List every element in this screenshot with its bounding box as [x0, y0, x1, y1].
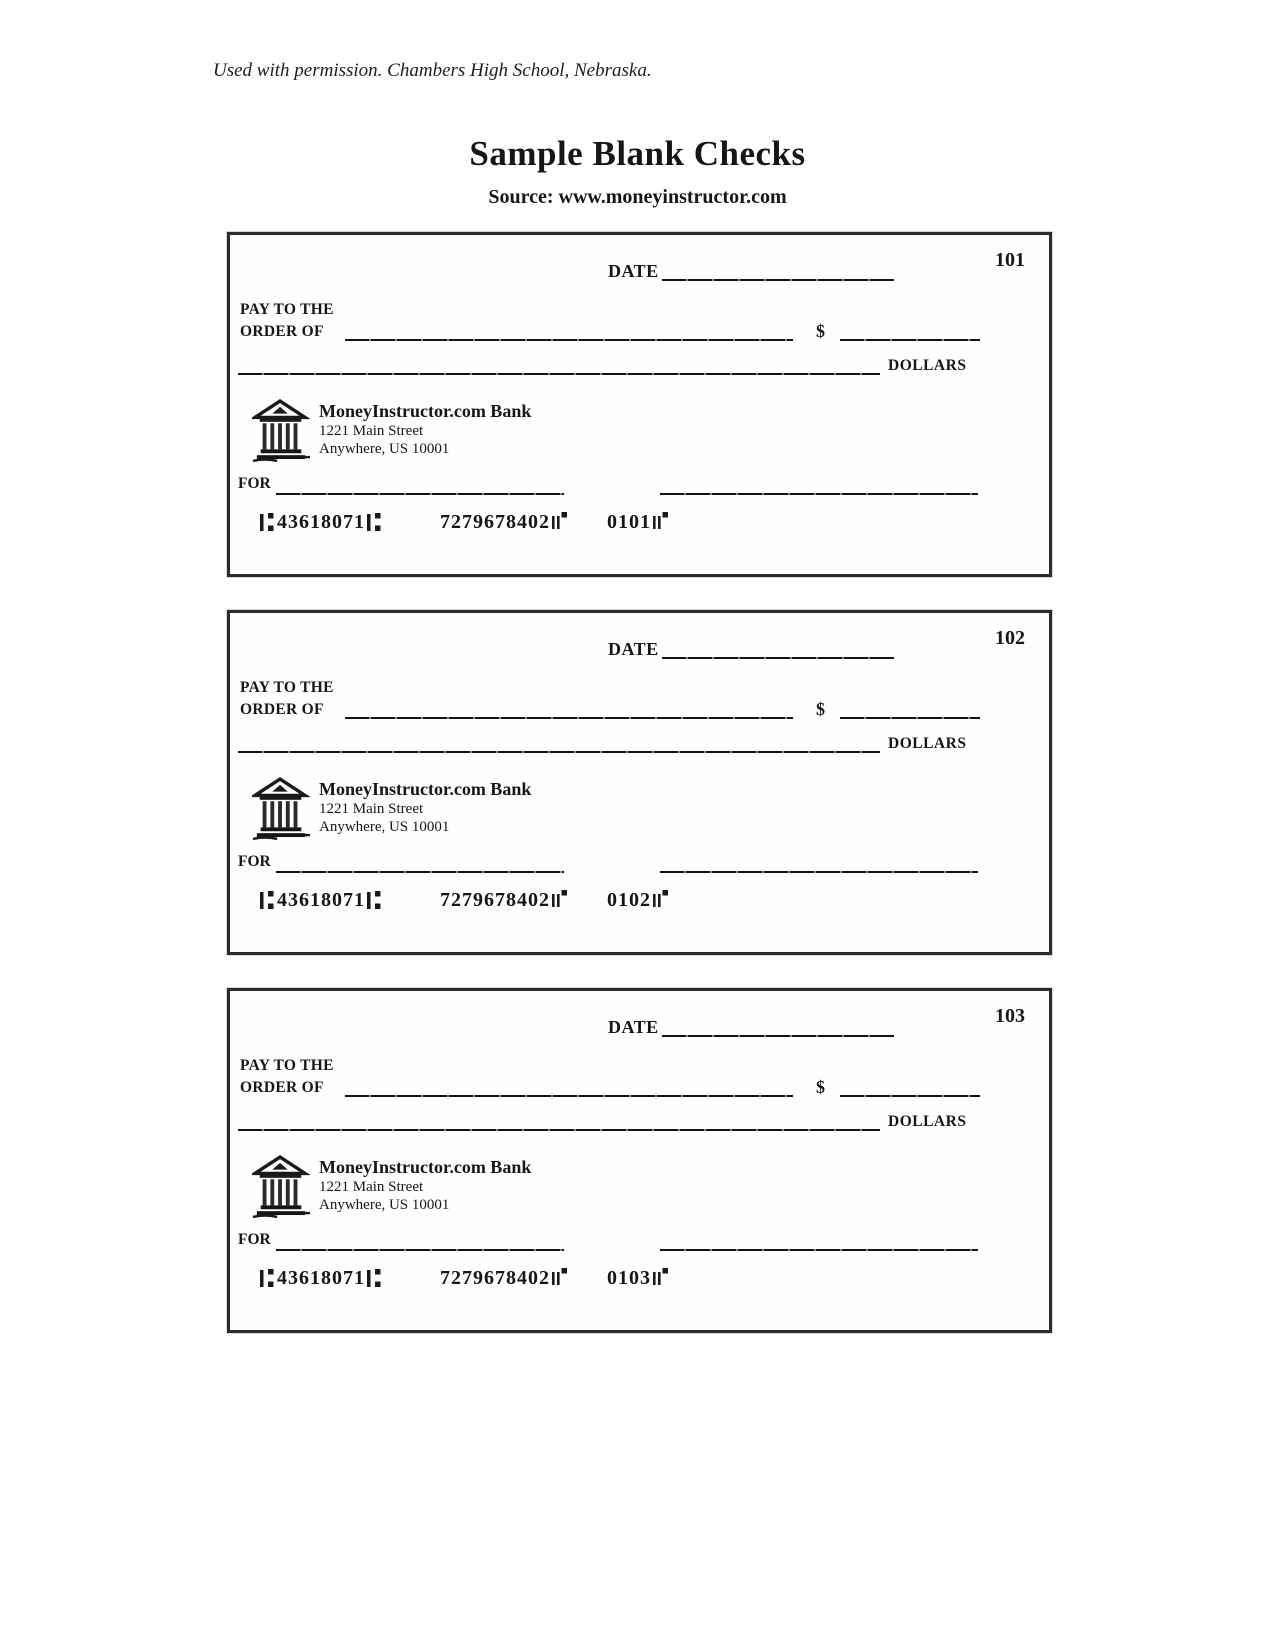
attribution-note: Used with permission. Chambers High School, Nebraska.	[213, 60, 652, 81]
bank-address-block	[319, 777, 531, 841]
amount-blank-line	[840, 703, 980, 719]
micr-check-number: 0101	[607, 511, 651, 533]
bank-block	[252, 399, 531, 463]
signature-blank-line	[660, 1235, 978, 1251]
check-number: 103	[995, 1005, 1025, 1027]
order-of-label: ORDER OF	[240, 1079, 324, 1097]
amount-blank-line	[840, 1081, 980, 1097]
date-blank-line	[662, 643, 894, 659]
micr-on-us-icon	[552, 512, 567, 533]
memo-for-label: FOR	[238, 475, 271, 492]
micr-on-us-icon	[552, 890, 567, 911]
bank-city: Anywhere, US 10001	[319, 441, 450, 458]
blank-check	[227, 988, 1052, 1333]
amount-words-blank-line	[238, 359, 880, 375]
memo-blank-line	[276, 479, 564, 495]
pay-to-the-label: PAY TO THE	[240, 301, 334, 318]
bank-street: 1221 Main Street	[319, 1178, 424, 1195]
pay-to-the-label: PAY TO THE	[240, 679, 334, 696]
micr-check-number: 0103	[607, 1267, 651, 1289]
account-number: 7279678402	[440, 889, 550, 911]
amount-words-blank-line	[238, 1115, 880, 1131]
bank-street: 1221 Main Street	[319, 422, 424, 439]
micr-on-us-icon	[653, 890, 668, 911]
micr-line	[258, 889, 670, 912]
bank-street: 1221 Main Street	[319, 800, 424, 817]
bank-address-block	[319, 399, 531, 463]
amount-blank-line	[840, 325, 980, 341]
bank-block	[252, 1155, 531, 1219]
bank-city: Anywhere, US 10001	[319, 819, 450, 836]
blank-check	[227, 610, 1052, 955]
micr-transit-icon	[367, 1268, 382, 1289]
payee-label	[240, 1055, 334, 1100]
memo-for-label: FOR	[238, 853, 271, 870]
order-of-label: ORDER OF	[240, 701, 324, 719]
signature-blank-line	[660, 479, 978, 495]
routing-number: 43618071	[277, 511, 365, 533]
micr-on-us-icon	[653, 512, 668, 533]
account-number: 7279678402	[440, 1267, 550, 1289]
pay-to-the-label: PAY TO THE	[240, 1057, 334, 1074]
bank-building-icon	[252, 1155, 310, 1219]
micr-on-us-icon	[653, 1268, 668, 1289]
payee-blank-line	[345, 703, 793, 719]
dollar-sign: $	[816, 1077, 825, 1097]
micr-transit-icon	[260, 890, 275, 911]
micr-check-number: 0102	[607, 889, 651, 911]
bank-city: Anywhere, US 10001	[319, 1197, 450, 1214]
bank-block	[252, 777, 531, 841]
page-title: Sample Blank Checks	[469, 134, 806, 173]
micr-line	[258, 511, 670, 534]
signature-blank-line	[660, 857, 978, 873]
source-line: Source: www.moneyinstructor.com	[488, 186, 787, 208]
date-label: DATE	[608, 1017, 659, 1037]
routing-number: 43618071	[277, 889, 365, 911]
routing-number: 43618071	[277, 1267, 365, 1289]
micr-transit-icon	[260, 512, 275, 533]
date-blank-line	[662, 265, 894, 281]
blank-check	[227, 232, 1052, 577]
micr-transit-icon	[260, 1268, 275, 1289]
micr-transit-icon	[367, 512, 382, 533]
bank-name: MoneyInstructor.com Bank	[319, 401, 532, 421]
check-number: 102	[995, 627, 1025, 649]
dollars-label: DOLLARS	[888, 357, 967, 374]
memo-blank-line	[276, 1235, 564, 1251]
dollar-sign: $	[816, 699, 825, 719]
order-of-label: ORDER OF	[240, 323, 324, 341]
payee-blank-line	[345, 1081, 793, 1097]
payee-label	[240, 299, 334, 344]
date-blank-line	[662, 1021, 894, 1037]
date-label: DATE	[608, 639, 659, 659]
bank-address-block	[319, 1155, 531, 1219]
memo-for-label: FOR	[238, 1231, 271, 1248]
bank-name: MoneyInstructor.com Bank	[319, 779, 532, 799]
account-number: 7279678402	[440, 511, 550, 533]
bank-name: MoneyInstructor.com Bank	[319, 1157, 532, 1177]
micr-on-us-icon	[552, 1268, 567, 1289]
dollar-sign: $	[816, 321, 825, 341]
memo-blank-line	[276, 857, 564, 873]
check-number: 101	[995, 249, 1025, 271]
amount-words-blank-line	[238, 737, 880, 753]
date-label: DATE	[608, 261, 659, 281]
dollars-label: DOLLARS	[888, 1113, 967, 1130]
payee-label	[240, 677, 334, 722]
bank-building-icon	[252, 777, 310, 841]
payee-blank-line	[345, 325, 793, 341]
micr-transit-icon	[367, 890, 382, 911]
micr-line	[258, 1267, 670, 1290]
bank-building-icon	[252, 399, 310, 463]
checks-list	[227, 232, 1052, 1366]
dollars-label: DOLLARS	[888, 735, 967, 752]
